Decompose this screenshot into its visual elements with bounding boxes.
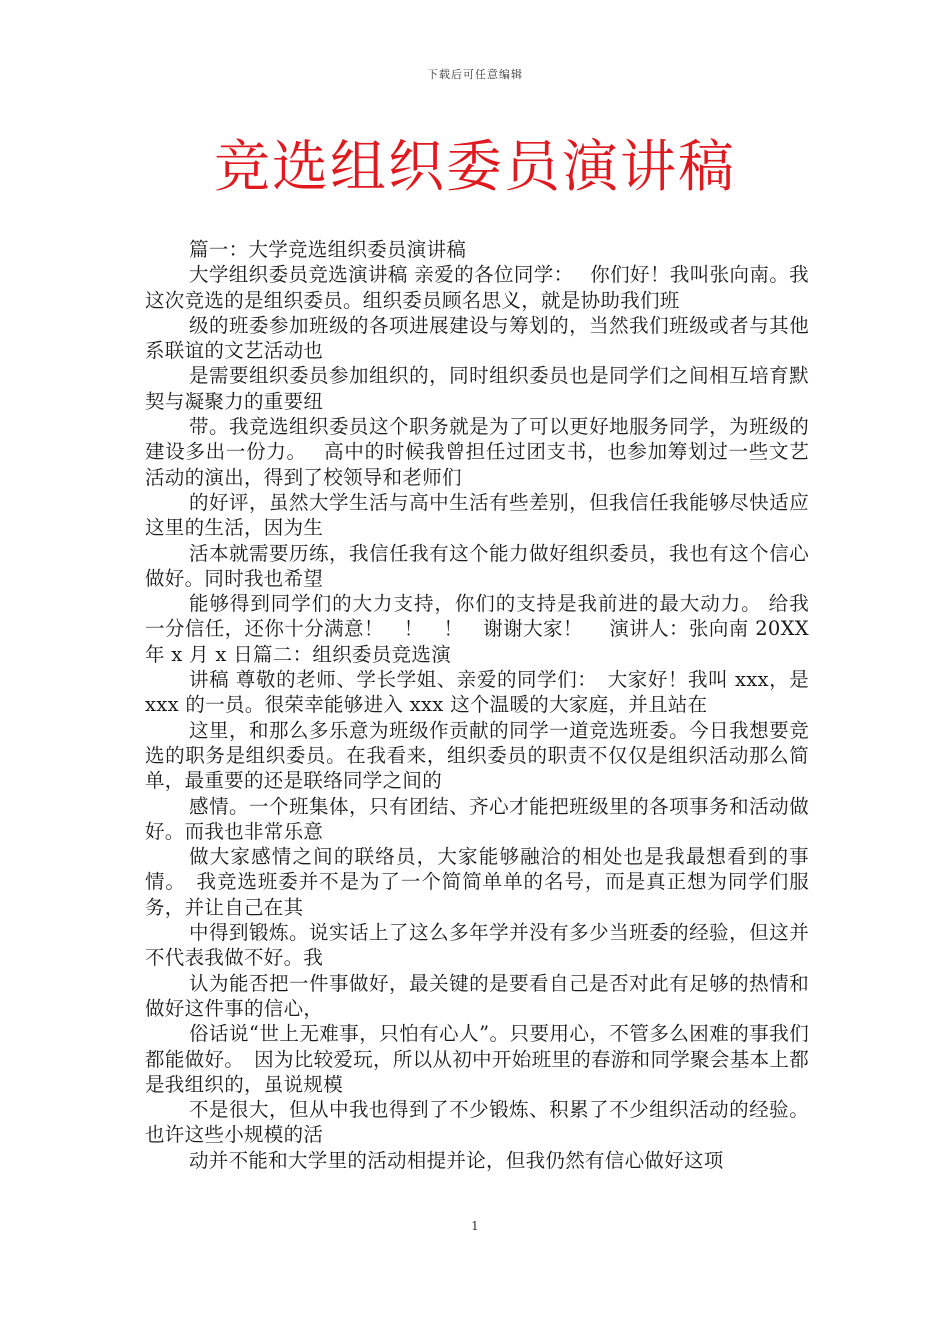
paragraph: 认为能否把一件事做好，最关键的是要看自己是否对此有足够的热情和做好这件事的信心， [145,971,809,1020]
paragraph: 活本就需要历练，我信任我有这个能力做好组织委员，我也有这个信心做好。同时我也希望 [145,541,809,590]
paragraph: 动并不能和大学里的活动相提并论，但我仍然有信心做好这项 [189,1148,724,1172]
page-number: 1 [471,1219,479,1233]
header-note: 下载后可任意编辑 [427,68,523,81]
paragraph: 大学组织委员竞选演讲稿 亲爱的各位同学： 你们好！我叫张向南。我这次竞选的是组织委员。组织委员顾名思义，就是协助我们班 [145,263,809,312]
document-title: 竞选组织委员演讲稿 [214,135,736,200]
paragraph: 的好评，虽然大学生活与高中生活有些差别，但我信任我能够尽快适应这里的生活，因为生 [145,490,809,540]
document-body [145,237,816,1173]
paragraph: 讲稿 尊敬的老师、学长学姐、亲爱的同学们： 大家好！我叫 xxx，是 xxx 的一员。很荣幸能够进入 xxx 这个温暖的大家庭，并且站在 [145,668,816,717]
paragraph: 不是很大，但从中我也得到了不少锻炼、积累了不少组织活动的经验。也许这些小规模的活 [145,1098,809,1147]
paragraph: 俗话说“世上无难事，只怕有心人”。只要用心，不管多么困难的事我们都能做好。 因为比较爱玩，所以从初中开始班里的春游和同学聚会基本上都是我组织的，虽说规模 [145,1022,809,1096]
paragraph: 做大家感情之间的联络员，大家能够融洽的相处也是我最想看到的事情。 我竞选班委并不是为了一个简简单单的名号，而是真正想为同学们服务，并让自己在其 [145,845,809,919]
paragraph: 这里，和那么多乐意为班级作贡献的同学一道竞选班委。今日我想要竞选的职务是组织委员。在我看来，组织委员的职责不仅仅是组织活动那么简单，最重要的还是联络同学之间的 [145,718,809,793]
paragraph: 是需要组织委员参加组织的，同时组织委员也是同学们之间相互培育默契与凝聚力的重要纽 [145,364,809,413]
paragraph: 篇一：大学竞选组织委员演讲稿 [189,238,467,261]
paragraph: 带。我竞选组织委员这个职务就是为了可以更好地服务同学，为班级的建设多出一份力。 高中的时候我曾担任过团支书，也参加筹划过一些文艺活动的演出，得到了校领导和老师们 [145,415,809,489]
paragraph: 能够得到同学们的大力支持，你们的支持是我前进的最大动力。 给我一分信任，还你十分满意！ ！ ！ 谢谢大家！ 演讲人：张向南 20XX 年 x 月 x 日篇二：组织委员竞选演 [145,592,816,666]
paragraph: 中得到锻炼。说实话上了这么多年学并没有多少当班委的经验，但这并不代表我做不好。我 [145,921,809,970]
paragraph: 级的班委参加班级的各项进展建设与筹划的，当然我们班级或者与其他系联谊的文艺活动也 [145,313,809,363]
paragraph: 感情。一个班集体，只有团结、齐心才能把班级里的各项事务和活动做好。而我也非常乐意 [145,794,809,843]
